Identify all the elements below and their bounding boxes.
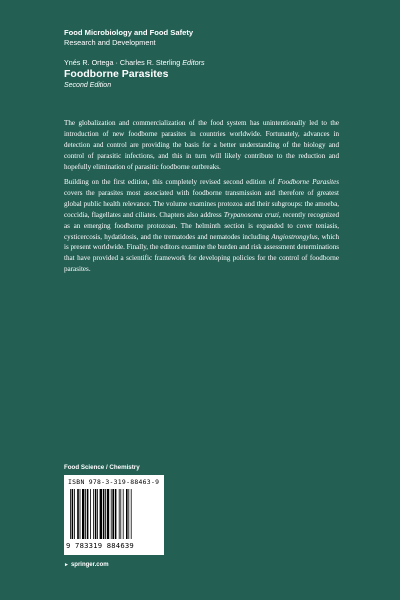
editors-line — [64, 58, 205, 68]
editors-role: Editors — [182, 58, 205, 67]
barcode-bar — [103, 489, 105, 539]
barcode-bar — [111, 489, 112, 539]
blurb-text: , recently recognized as an emerging foodborne protozoan. The helminth section is expanded to cover teniasis, cysticercosis, hydatidosis, and the trematodes and nematodes including — [64, 210, 339, 241]
editor-names: Ynés R. Ortega · Charles R. Sterling — [64, 58, 181, 67]
blurb-paragraph-2 — [64, 177, 339, 275]
barcode-bar — [100, 489, 102, 539]
book-edition: Second Edition — [64, 82, 112, 89]
barcode-bar — [115, 489, 117, 539]
barcode-bars — [70, 489, 160, 539]
series-header — [64, 28, 193, 48]
blurb-text: , which is present worldwide. Finally, the editors examine the burden and risk assessment determinations that have provided a scientific framework for developing policies for the control of foodborne parasites. — [64, 232, 340, 274]
barcode-bar — [95, 489, 97, 539]
barcode-bar — [112, 489, 114, 539]
barcode-bar — [80, 489, 81, 539]
barcode-digits: 9 783319 884639 — [66, 541, 134, 550]
series-subtitle: Research and Development — [64, 38, 156, 47]
barcode-bar — [77, 489, 79, 539]
barcode-bar — [90, 489, 91, 539]
barcode-bar — [119, 489, 120, 539]
arrow-icon: ► — [64, 562, 69, 568]
barcode-bar — [123, 489, 124, 539]
book-title: Foodborne Parasites — [64, 68, 169, 80]
blurb-species-angiostrongylus: Angiostrongylus — [271, 232, 318, 241]
publisher-url: springer.com — [70, 562, 109, 568]
barcode-bar — [70, 489, 71, 539]
subject-category: Food Science / Chemistry — [64, 464, 140, 471]
blurb-species-trypanosoma: Trypanosoma cruzi — [223, 210, 279, 219]
isbn-label: ISBN 978-3-319-88463-9 — [68, 478, 160, 486]
publisher-link[interactable] — [64, 561, 109, 569]
barcode-bar — [72, 489, 74, 539]
barcode-bar — [120, 489, 121, 539]
isbn-barcode — [64, 475, 164, 555]
barcode-bar — [87, 489, 89, 539]
barcode-bar — [97, 489, 98, 539]
barcode-bar — [128, 489, 129, 539]
barcode-bar — [93, 489, 94, 539]
barcode-bar — [74, 489, 75, 539]
barcode-bar — [105, 489, 106, 539]
barcode-bar — [126, 489, 128, 539]
blurb-book-title: Foodborne Parasites — [277, 178, 339, 187]
barcode-bar — [131, 489, 132, 539]
barcode-bar — [107, 489, 109, 539]
blurb-text: covers the parasites most associated with foodborne transmission and therefore of greatest global public health relevance. The volume examines protozoa and their subgroups: the amoeba, coccidia, flagellates and ciliates. Chapters also address — [64, 188, 339, 219]
barcode-bar — [82, 489, 84, 539]
blurb-text: Building on the first edition, this completely revised second edition of — [64, 178, 278, 187]
series-title: Food Microbiology and Food Safety — [64, 28, 194, 37]
barcode-bar — [85, 489, 86, 539]
blurb-paragraph-1: The globalization and commercialization of the food system has unintentionally led to the introduction of new foodborne parasites in countries worldwide. Fortunately, advances in detection and control are providing the basis for a better understanding of the biology and control of parasitic infections, and this in turn will likely contribute to the reduction and hopefully elimination of parasitic foodborne outbreaks. — [64, 119, 339, 171]
blurb — [64, 118, 339, 280]
